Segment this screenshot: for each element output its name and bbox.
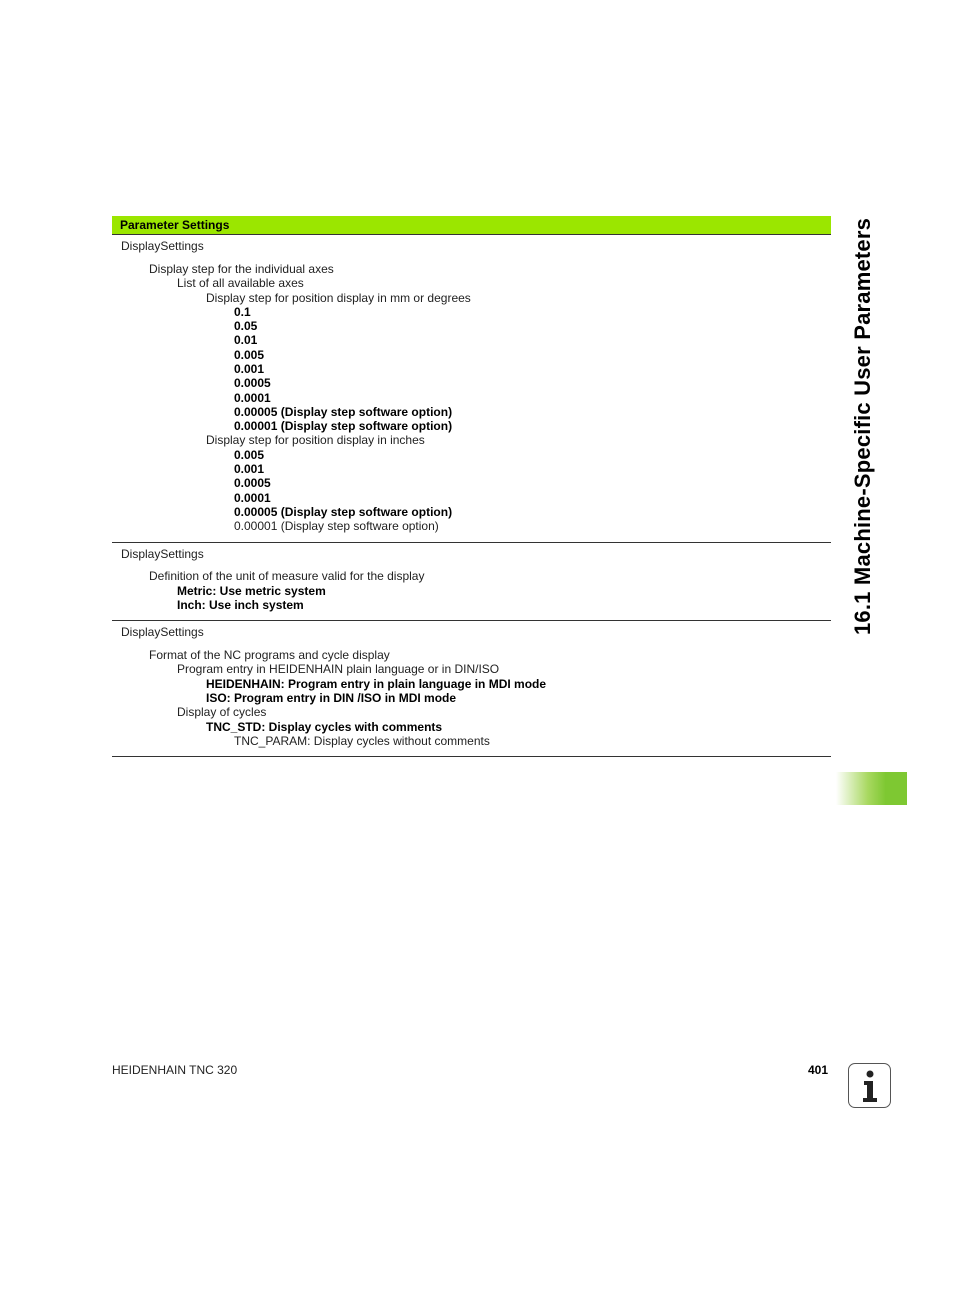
option-value: 0.005 <box>234 348 265 362</box>
option-value: Inch: Use inch system <box>177 598 304 612</box>
option-value: 0.0001 <box>234 391 271 405</box>
option-value: HEIDENHAIN: Program entry in plain language in MDI mode <box>206 677 547 691</box>
param-line: Format of the NC programs and cycle display <box>149 648 390 662</box>
table-title: Parameter Settings <box>120 218 230 232</box>
table-header <box>112 216 831 234</box>
info-icon <box>848 1063 891 1108</box>
divider <box>112 756 831 757</box>
option-value: 0.05 <box>234 319 258 333</box>
option-value: 0.00005 (Display step software option) <box>234 505 453 519</box>
option-value: 0.01 <box>234 333 258 347</box>
param-line: Definition of the unit of measure valid for the display <box>149 569 425 583</box>
divider <box>112 234 831 235</box>
param-line: Program entry in HEIDENHAIN plain language or in DIN/ISO <box>177 662 500 676</box>
page-number: 401 <box>808 1063 829 1077</box>
option-value: 0.00001 (Display step software option) <box>234 419 453 433</box>
param-line: List of all available axes <box>177 276 304 290</box>
option-value: TNC_PARAM: Display cycles without comments <box>234 734 490 748</box>
section-name: DisplaySettings <box>121 239 204 253</box>
option-value: 0.0005 <box>234 376 271 390</box>
option-value: 0.005 <box>234 448 265 462</box>
option-value: Metric: Use metric system <box>177 584 326 598</box>
param-line: Display step for the individual axes <box>149 262 334 276</box>
param-line: Display of cycles <box>177 705 267 719</box>
option-value: 0.0001 <box>234 491 271 505</box>
chapter-tab <box>836 772 907 805</box>
option-value: 0.1 <box>234 305 251 319</box>
param-line: Display step for position display in inches <box>206 433 425 447</box>
divider <box>112 620 831 621</box>
section-name: DisplaySettings <box>121 547 204 561</box>
section-name: DisplaySettings <box>121 625 204 639</box>
option-value: 0.00005 (Display step software option) <box>234 405 453 419</box>
option-value: ISO: Program entry in DIN /ISO in MDI mode <box>206 691 457 705</box>
option-value: 0.00001 (Display step software option) <box>234 519 439 533</box>
option-value: TNC_STD: Display cycles with comments <box>206 720 443 734</box>
chapter-title: 16.1 Machine-Specific User Parameters <box>850 217 875 635</box>
option-value: 0.001 <box>234 462 265 476</box>
option-value: 0.0005 <box>234 476 271 490</box>
option-value: 0.001 <box>234 362 265 376</box>
footer-product: HEIDENHAIN TNC 320 <box>112 1063 238 1077</box>
divider <box>112 542 831 543</box>
param-line: Display step for position display in mm or degrees <box>206 291 471 305</box>
